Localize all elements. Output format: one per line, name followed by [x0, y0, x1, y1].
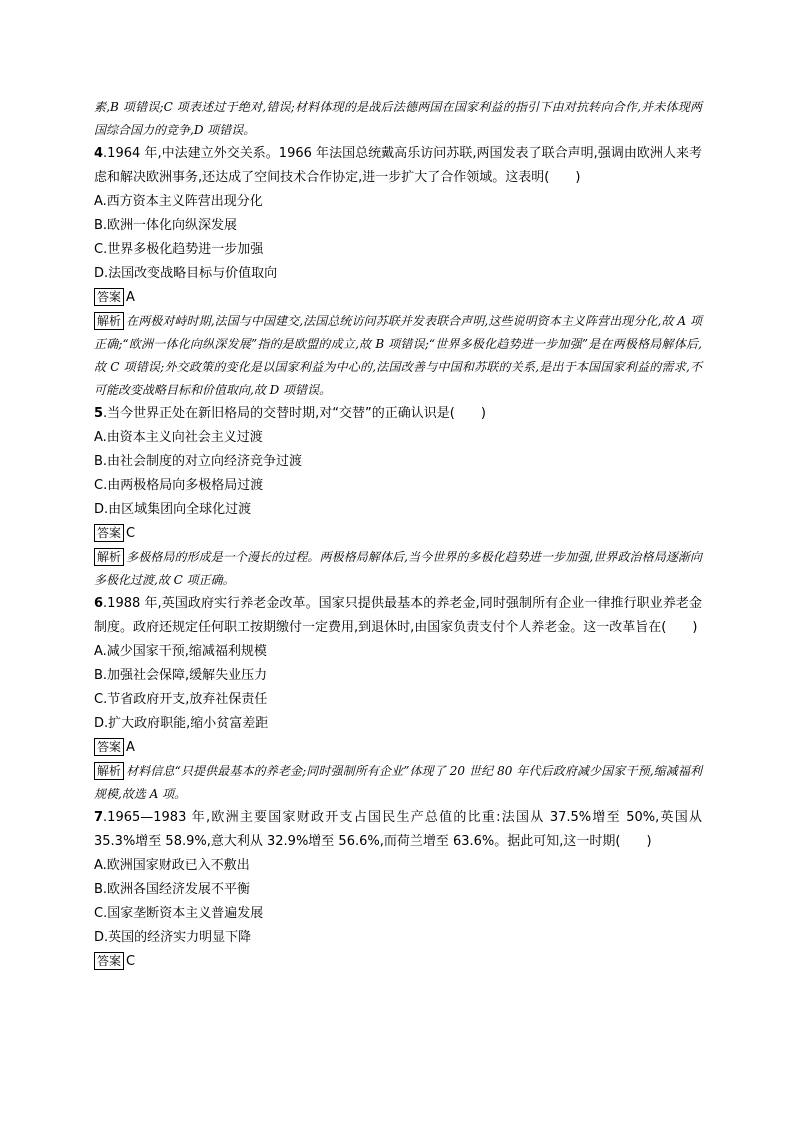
option-b: B.欧洲一体化向纵深发展: [94, 218, 238, 233]
answer-line: [94, 286, 702, 310]
option-b: B.加强社会保障,缓解失业压力: [94, 668, 268, 683]
analysis-line: [94, 310, 702, 402]
analysis-label: 解析: [94, 312, 124, 330]
answer-line: [94, 736, 702, 760]
option-c: C.节省政府开支,放弃社保责任: [94, 692, 268, 707]
option-d: D.扩大政府职能,缩小贫富差距: [94, 716, 269, 731]
option-d: D.由区域集团向全球化过渡: [94, 502, 252, 517]
question-stem: 5.当今世界正处在新旧格局的交替时期,对“交替”的正确认识是( ): [94, 406, 486, 421]
answer-label: 答案: [94, 288, 124, 306]
option-d: D.英国的经济实力明显下降: [94, 930, 252, 945]
question-7: [94, 806, 702, 974]
option-d: D.法国改变战略目标与价值取向: [94, 266, 278, 281]
question-stem: 7.1965—1983 年,欧洲主要国家财政开支占国民生产总值的比重:法国从 37.5%增至 50%,英国从 35.3%增至 58.9%,意大利从 32.9%增至 56.6%,而荷兰增至 63.6%。据此可知,这一时期( ): [94, 810, 702, 849]
option-b: B.欧洲各国经济发展不平衡: [94, 882, 251, 897]
analysis-line: [94, 760, 702, 806]
analysis-text: 多极格局的形成是一个漫长的过程。两极格局解体后,当今世界的多极化趋势进一步加强,世界政治格局逐渐向多极化过渡,故 C 项正确。: [94, 550, 702, 587]
option-c: C.由两极格局向多极格局过渡: [94, 478, 264, 493]
option-c: C.世界多极化趋势进一步加强: [94, 242, 264, 257]
question-number: 7: [94, 810, 104, 825]
question-number: 5: [94, 406, 104, 421]
answer-value: C: [126, 526, 136, 541]
analysis-label: 解析: [94, 548, 124, 566]
document-page: [94, 96, 702, 974]
question-4: [94, 142, 702, 402]
option-b: B.由社会制度的对立向经济竞争过渡: [94, 454, 303, 469]
question-number: 6: [94, 596, 104, 611]
answer-line: [94, 522, 702, 546]
option-a: A.减少国家干预,缩减福利规模: [94, 644, 267, 659]
option-a: A.欧洲国家财政已入不敷出: [94, 858, 250, 873]
question-number: 4: [94, 146, 104, 161]
answer-line: [94, 950, 702, 974]
answer-label: 答案: [94, 952, 124, 970]
question-6: [94, 592, 702, 806]
analysis-label: 解析: [94, 762, 124, 780]
option-c: C.国家垄断资本主义普遍发展: [94, 906, 264, 921]
analysis-text: 在两极对峙时期,法国与中国建交,法国总统访问苏联并发表联合声明,这些说明资本主义阵营出现分化,故 A 项正确;“欧洲一体化向纵深发展”指的是欧盟的成立,故 B 项错误;“世界多极化趋势进一步加强”是在两极格局解体后,故 C 项错误;外交政策的变化是以国家利益为中心的,法国改善与中国和苏联的关系,是出于本国国家利益的需求,不可能改变战略目标和价值取向,故 D 项错误。: [94, 314, 702, 397]
analysis-text: 材料信息“只提供最基本的养老金;同时强制所有企业”体现了 20 世纪 80 年代后政府减少国家干预,缩减福利规模,故选 A 项。: [94, 764, 702, 801]
question-stem: 4.1964 年,中法建立外交关系。1966 年法国总统戴高乐访问苏联,两国发表了联合声明,强调由欧洲人来考虑和解决欧洲事务,还达成了空间技术合作协定,进一步扩大了合作领域。这表明( ): [94, 146, 702, 185]
answer-value: A: [126, 290, 135, 305]
question-stem: 6.1988 年,英国政府实行养老金改革。国家只提供最基本的养老金,同时强制所有企业一律推行职业养老金制度。政府还规定任何职工按期缴付一定费用,到退休时,由国家负责支付个人养老金。这一改革旨在( ): [94, 596, 702, 635]
option-a: A.西方资本主义阵营出现分化: [94, 194, 263, 209]
option-a: A.由资本主义向社会主义过渡: [94, 430, 263, 445]
answer-label: 答案: [94, 524, 124, 542]
answer-value: A: [126, 740, 135, 755]
analysis-line: [94, 546, 702, 592]
question-5: [94, 402, 702, 592]
answer-label: 答案: [94, 738, 124, 756]
answer-value: C: [126, 954, 136, 969]
intro-explanation: 素,B 项错误;C 项表述过于绝对,错误;材料体现的是战后法德两国在国家利益的指引下由对抗转向合作,并未体现两国综合国力的竞争,D 项错误。: [94, 100, 702, 137]
